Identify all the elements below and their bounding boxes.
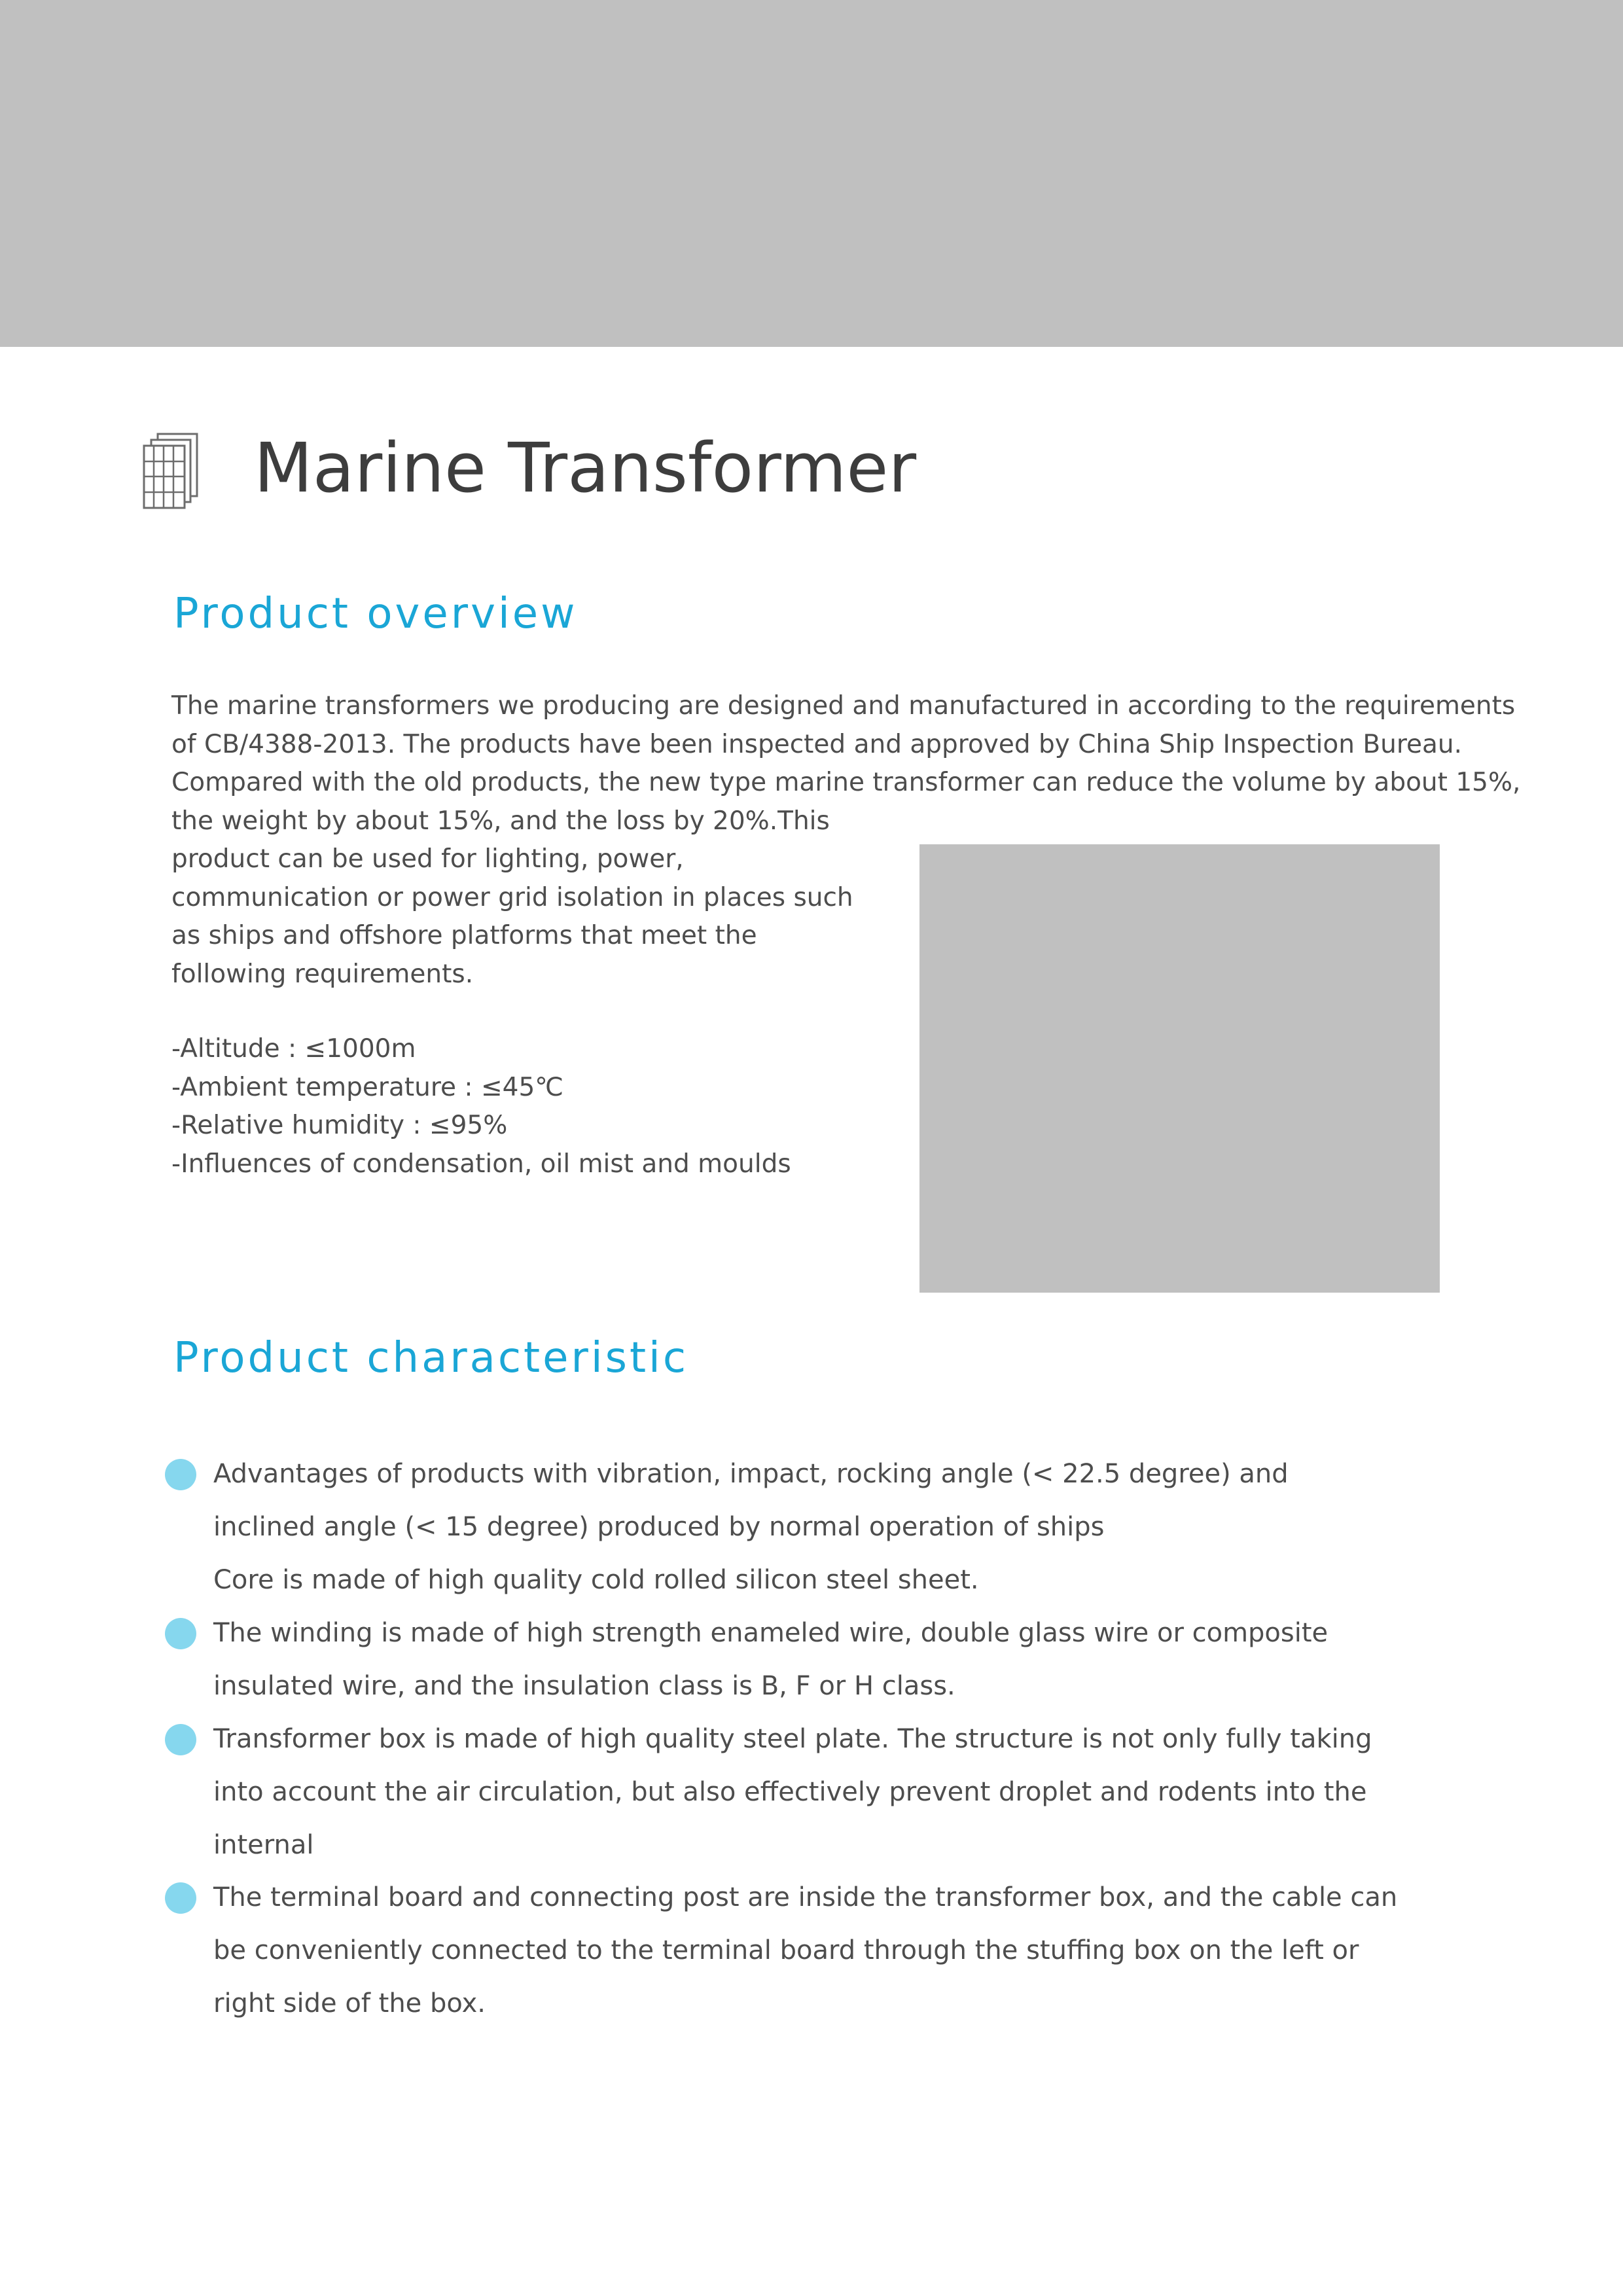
characteristic-line: The winding is made of high strength enameled wire, double glass wire or composite [213, 1618, 1329, 1648]
overview-line: communication or power grid isolation in places such [171, 882, 853, 912]
characteristic-line: inclined angle (< 15 degree) produced by normal operation of ships [213, 1512, 1105, 1542]
bullet-dot-icon [165, 1459, 196, 1490]
overview-line: product can be used for lighting, power, [171, 844, 684, 874]
product-photo [919, 844, 1440, 1293]
characteristic-heading: Product characteristic [173, 1334, 688, 1382]
characteristic-line: Core is made of high quality cold rolled silicon steel sheet. [213, 1565, 979, 1595]
overview-line: as ships and offshore platforms that meet the [171, 921, 757, 950]
hero-banner-photo [0, 0, 1623, 347]
bullet-dot-icon [165, 1724, 196, 1755]
overview-line: Compared with the old products, the new type marine transformer can reduce the volume by about 15%, [171, 768, 1521, 797]
bullet-dot-icon [165, 1882, 196, 1914]
requirements-list [171, 1030, 791, 1183]
characteristic-line: The terminal board and connecting post are inside the transformer box, and the cable can [213, 1882, 1398, 1912]
characteristic-line: Transformer box is made of high quality steel plate. The structure is not only fully taking [213, 1724, 1372, 1754]
overview-heading: Product overview [173, 590, 578, 638]
document-stack-icon [141, 432, 200, 509]
characteristic-line: insulated wire, and the insulation class is B, F or H class. [213, 1671, 955, 1701]
characteristic-line: internal [213, 1830, 314, 1860]
overview-line: the weight by about 15%, and the loss by 20%.This [171, 806, 830, 836]
requirement-condensation: -Influences of condensation, oil mist and moulds [171, 1149, 791, 1179]
characteristic-line: into account the air circulation, but also effectively prevent droplet and rodents into the [213, 1777, 1367, 1807]
requirement-ambient-temperature: -Ambient temperature : ≤45℃ [171, 1072, 564, 1102]
characteristic-line: Advantages of products with vibration, impact, rocking angle (< 22.5 degree) and [213, 1459, 1289, 1489]
characteristic-line: be conveniently connected to the terminal board through the stuffing box on the left or [213, 1935, 1359, 1965]
bullet-dot-icon [165, 1618, 196, 1649]
overview-line: following requirements. [171, 959, 474, 989]
requirement-relative-humidity: -Relative humidity : ≤95% [171, 1111, 508, 1140]
requirement-altitude: -Altitude : ≤1000m [171, 1034, 416, 1064]
page-title: Marine Transformer [254, 428, 917, 508]
overview-line: of CB/4388-2013. The products have been inspected and approved by China Ship Inspection Bureau. [171, 729, 1463, 759]
overview-line: The marine transformers we producing are designed and manufactured in according to the requirements [171, 691, 1516, 721]
characteristic-line: right side of the box. [213, 1988, 486, 2018]
